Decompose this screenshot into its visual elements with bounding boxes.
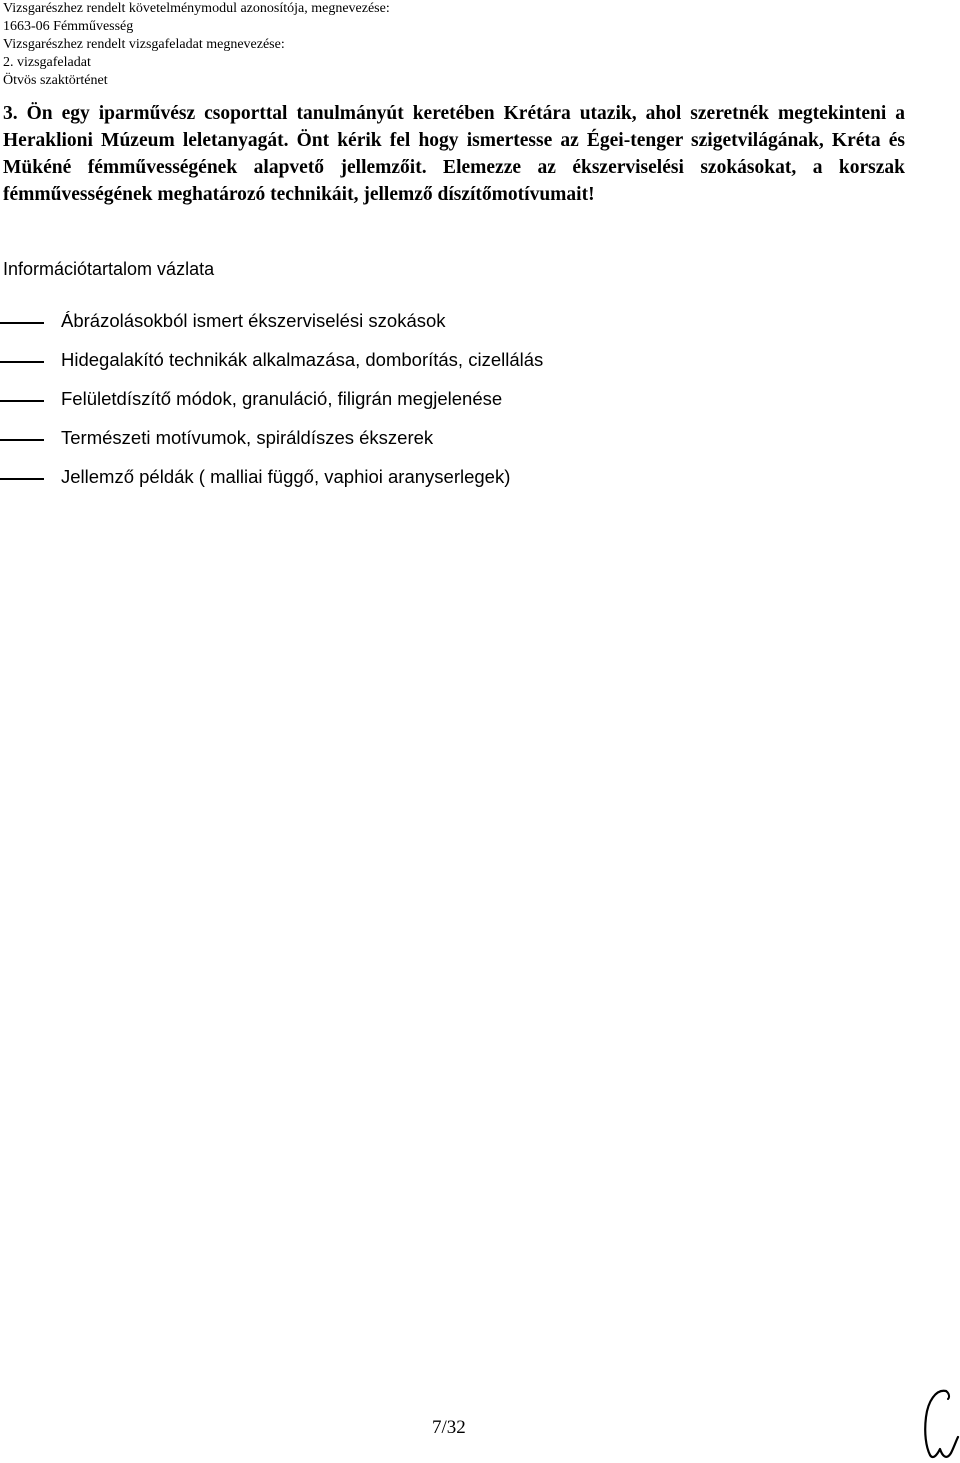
dash-bullet-icon (0, 478, 44, 480)
list-item-text: Felületdíszítő módok, granuláció, filigrán megjelenése (61, 388, 503, 409)
task-label: Vizsgarészhez rendelt vizsgafeladat megnevezése: (3, 37, 285, 52)
list-item-text: Ábrázolásokból ismert ékszerviselési szokások (61, 310, 446, 331)
dash-bullet-icon (0, 322, 44, 324)
dash-bullet-icon (0, 439, 44, 441)
module-value: 1663-06 Fémművesség (3, 19, 134, 34)
page-number: 7/32 (432, 1417, 466, 1438)
list-item-text: Hidegalakító technikák alkalmazása, domborítás, cizellálás (61, 349, 544, 370)
list-item-text: Jellemző példák ( malliai függő, vaphioi aranyserlegek) (61, 466, 511, 487)
outline-title: Információtartalom vázlata (3, 259, 215, 279)
task-name: Ötvös szaktörténet (3, 73, 108, 88)
dash-bullet-icon (0, 361, 44, 363)
handwritten-signature (918, 1385, 960, 1463)
dash-bullet-icon (0, 400, 44, 402)
list-item-text: Természeti motívumok, spiráldíszes ékszerek (61, 427, 434, 448)
module-label: Vizsgarészhez rendelt követelménymodul azonosítója, megnevezése: (3, 1, 390, 16)
task-number: 2. vizsgafeladat (3, 55, 91, 70)
task-description: 3. Ön egy iparművész csoporttal tanulmányút keretében Krétára utazik, ahol szeretnék megtekinteni a Heraklioni Múzeum leletanyagát. Önt kérik fel hogy ismertesse az Égei-tenger szigetvilágának, Kréta és Mükéné fémművességének alapvető jellemzőit. Elemezze az ékszerviselési szokásokat, a korszak fémművességének meghatározó technikáit, jellemző díszítőmotívumait! (3, 103, 905, 205)
page-header (3, 0, 390, 90)
